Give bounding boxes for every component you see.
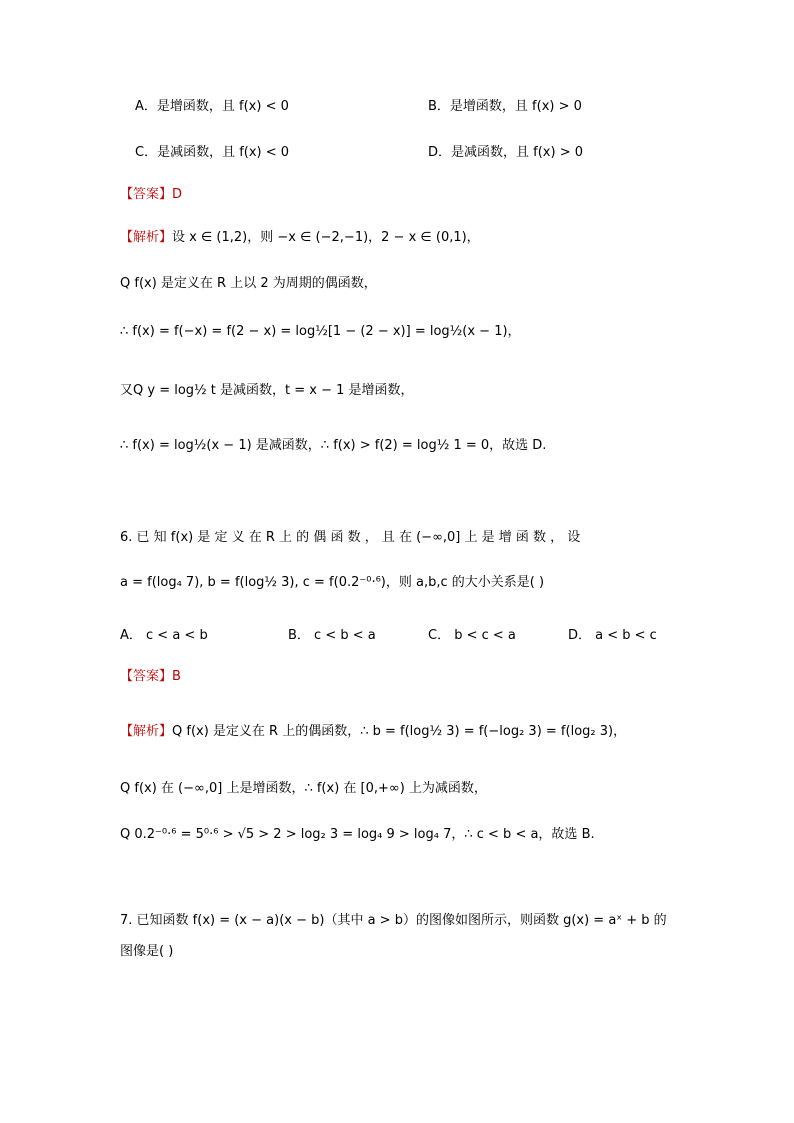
q5-option-d: D．是减函数，且 f(x) > 0: [428, 145, 583, 160]
answer-value: B: [172, 669, 181, 684]
q5-option-c: C．是减函数，且 f(x) < 0: [135, 145, 290, 160]
analysis-label: 【解析】: [120, 230, 173, 245]
q7-stem-line-1: 7. 已知函数 f(x) = (x − a)(x − b)（其中 a > b）的图像如图所示，则函数 g(x) = aˣ + b 的: [120, 913, 667, 928]
q7-stem-line-2: 图像是( ): [120, 944, 174, 959]
q6-analysis-line-3: Q 0.2⁻⁰·⁶ = 5⁰·⁶ > √5 > 2 > log₂ 3 = log₄ 9 > log₄ 7，∴ c < b < a，故选 B.: [120, 827, 595, 842]
q6-option-a: A． c < a < b: [120, 628, 208, 643]
q5-answer: [120, 185, 182, 205]
q6-option-d: D． a < b < c: [568, 628, 657, 643]
q5-analysis-line-5: ∴ f(x) = log½(x − 1) 是减函数，∴ f(x) > f(2) = log½ 1 = 0，故选 D.: [120, 438, 547, 453]
q5-option-b: B．是增函数，且 f(x) > 0: [428, 99, 582, 114]
q5-analysis-line-4: 又Q y = log½ t 是减函数，t = x − 1 是增函数，: [120, 383, 414, 398]
q6-analysis-line-2: Q f(x) 在 (−∞,0] 上是增函数，∴ f(x) 在 [0,+∞) 上为减函数，: [120, 781, 487, 796]
q5-option-a: A．是增函数，且 f(x) < 0: [135, 99, 289, 114]
q6-option-c: C． b < c < a: [428, 628, 516, 643]
answer-label: 【答案】: [120, 669, 173, 684]
q5-analysis-line-2: Q f(x) 是定义在 R 上以 2 为周期的偶函数，: [120, 276, 377, 291]
q6-answer: [120, 667, 181, 687]
q5-analysis-line-3: ∴ f(x) = f(−x) = f(2 − x) = log½[1 − (2 − x)] = log½(x − 1)，: [120, 324, 521, 339]
q6-analysis-line-1: [120, 722, 626, 742]
answer-value: D: [172, 187, 183, 202]
q6-option-b: B． c < b < a: [288, 628, 376, 643]
analysis-text: Q f(x) 是定义在 R 上的偶函数，∴ b = f(log½ 3) = f(−log₂ 3) = f(log₂ 3)，: [172, 724, 627, 739]
analysis-text: 设 x ∈ (1,2)，则 −x ∈ (−2,−1)，2 − x ∈ (0,1)，: [172, 230, 480, 245]
q6-stem-line-1: 6. 已 知 f(x) 是 定 义 在 R 上 的 偶 函 数 ， 且 在 (−∞,0] 上 是 增 函 数 ， 设: [120, 530, 581, 545]
q6-stem-line-2: a = f(log₄ 7), b = f(log½ 3), c = f(0.2⁻⁰·⁶)，则 a,b,c 的大小关系是( ): [120, 575, 545, 590]
q5-analysis-line-1: [120, 228, 480, 248]
answer-label: 【答案】: [120, 187, 173, 202]
analysis-label: 【解析】: [120, 724, 173, 739]
